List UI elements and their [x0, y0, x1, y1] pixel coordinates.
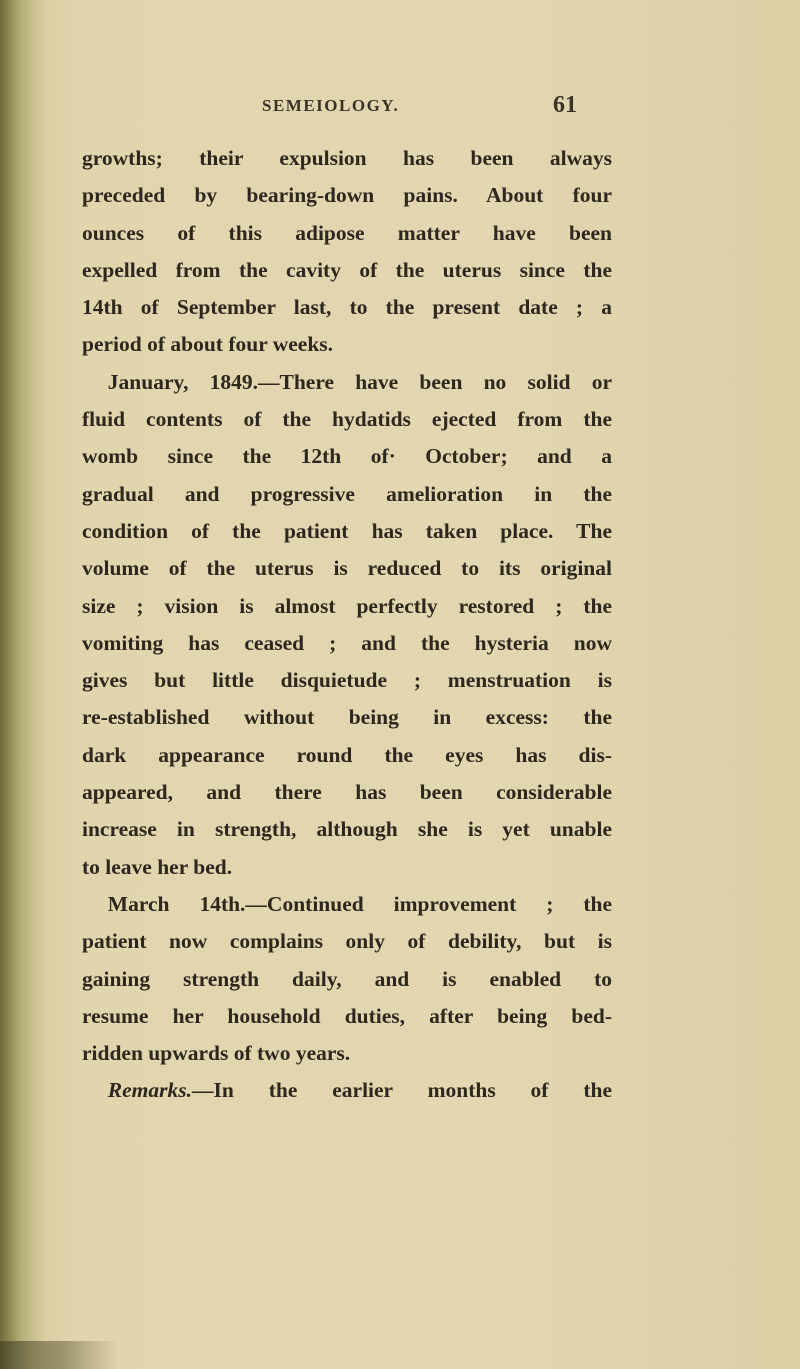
text-line: period of about four weeks.: [82, 332, 334, 357]
text-line: January, 1849.—There have been no solid or: [107, 369, 612, 394]
text-line: ridden upwards of two years.: [82, 1041, 351, 1066]
text-line: increase in strength, although she is yet unable: [82, 817, 612, 842]
text-line: gradual and progressive amelioration in the: [82, 481, 612, 506]
text-line: expelled from the cavity of the uterus since the: [82, 257, 612, 282]
text-line: size ; vision is almost perfectly restored ; the: [82, 593, 612, 618]
remarks-text: —In the earlier months of the: [192, 1078, 612, 1103]
text-line: womb since the 12th of· October; and a: [82, 444, 612, 469]
text-line: gives but little disquietude ; menstruation is: [82, 668, 612, 693]
text-line: preceded by bearing-down pains. About four: [82, 183, 612, 208]
text-line: condition of the patient has taken place. The: [82, 518, 612, 543]
text-line: volume of the uterus is reduced to its original: [82, 556, 612, 581]
running-head: [0, 92, 800, 126]
text-line: re-established without being in excess: the: [82, 705, 612, 730]
binding-shadow: [0, 0, 46, 1369]
text-line: 14th of September last, to the present date ; a: [82, 295, 612, 320]
page-number: 61: [553, 92, 577, 118]
page-edge-bottom: [0, 1341, 120, 1369]
text-line: to leave her bed.: [82, 854, 233, 879]
text-line: patient now complains only of debility, but is: [82, 929, 612, 954]
text-line: gaining strength daily, and is enabled to: [82, 966, 612, 991]
running-title: SEMEIOLOGY.: [262, 96, 400, 115]
text-line: vomiting has ceased ; and the hysteria now: [82, 630, 612, 655]
body-text: [82, 140, 612, 1110]
text-line: resume her household duties, after being bed-: [82, 1003, 612, 1028]
text-line-remarks: [82, 1072, 612, 1109]
text-line: ounces of this adipose matter have been: [82, 220, 612, 245]
remarks-label: Remarks.: [107, 1078, 193, 1103]
text-line: fluid contents of the hydatids ejected from the: [82, 407, 612, 432]
text-line: appeared, and there has been considerable: [82, 780, 612, 805]
text-line: growths; their expulsion has been always: [82, 146, 612, 170]
text-line: March 14th.—Continued improvement ; the: [107, 891, 612, 916]
text-line: dark appearance round the eyes has dis-: [82, 742, 612, 767]
